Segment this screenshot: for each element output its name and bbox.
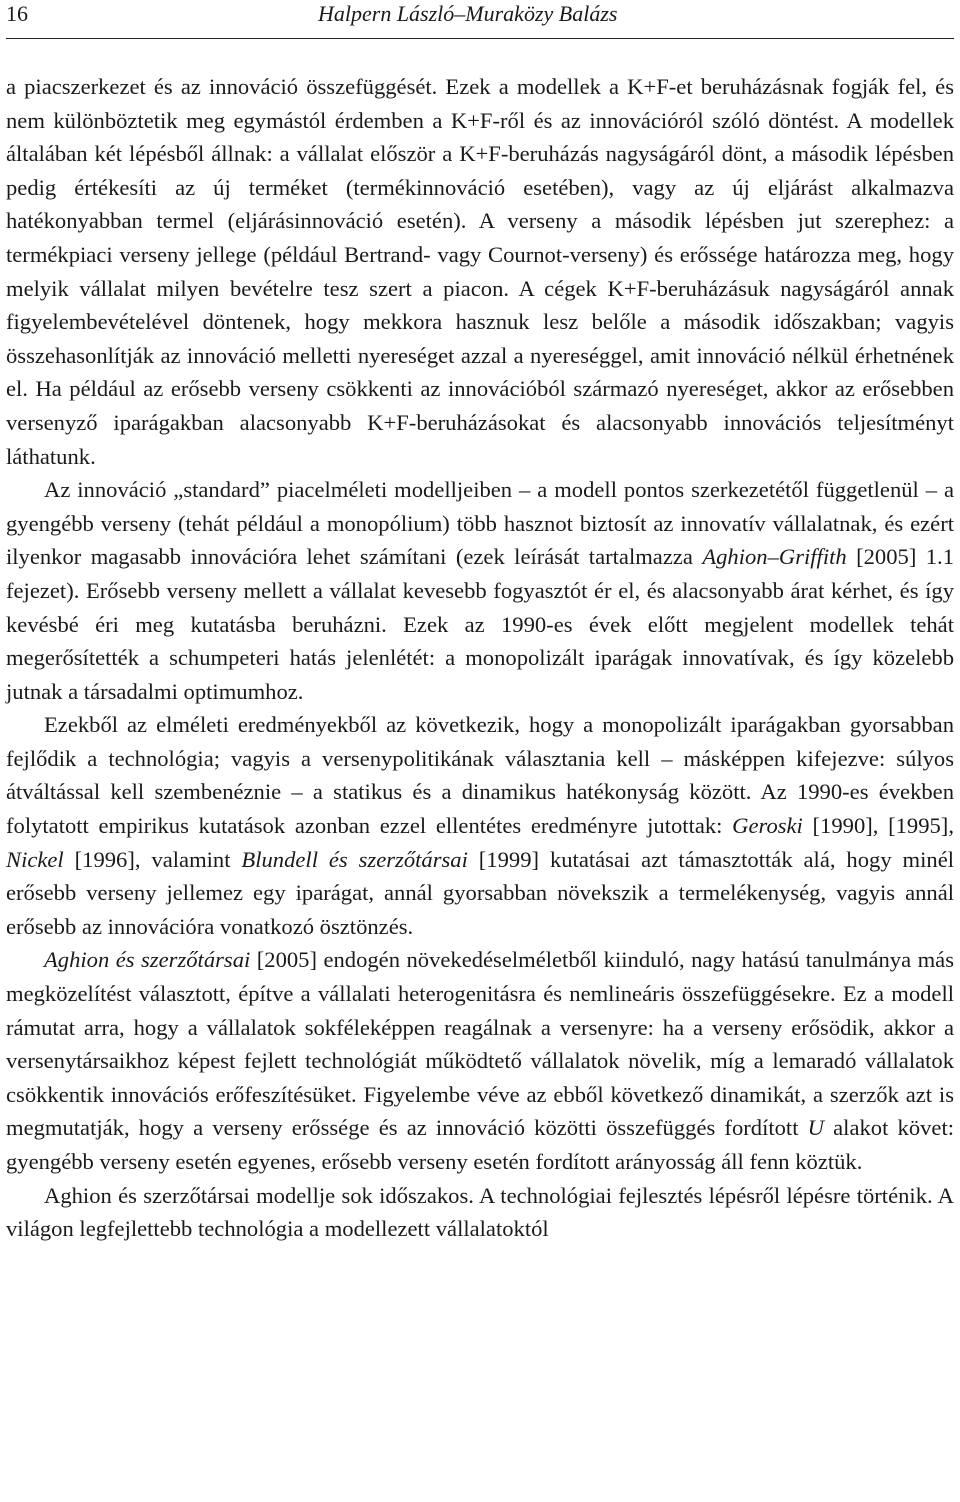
- paragraph-p4: [6, 943, 954, 1178]
- italic-citation: Nickel: [6, 846, 64, 872]
- body-text: [6, 70, 954, 1246]
- italic-citation: Geroski: [732, 813, 803, 839]
- italic-citation: U: [807, 1115, 824, 1141]
- text-run: a piacszerkezet és az innováció összefüggését. Ezek a modellek a K+F-et beruházásnak fogják fel, és nem különböztetik meg egymástól érdemben a K+F-ről és az innovációról szóló döntést. A modellek általában két lépésből állnak: a vállalat először a K+F-beruházás nagyságáról dönt, a második lépésben pedig értékesíti az új terméket (termékinnováció esetében), vagy az új eljárást alkalmazva hatékonyabban termel (eljárásinnováció esetén). A verseny a második lépésben jut szerephez: a termékpiaci verseny jellege (például Bertrand- vagy Cournot-verseny) és erőssége határozza meg, hogy melyik vállalat milyen bevételre tesz szert a piacon. A cégek K+F-beruházásuk nagyságáról annak figyelembevételével döntenek, hogy mekkora hasznuk lesz belőle a második időszakban; vagyis összehasonlítják az innováció melletti nyereséget azzal a nyereséggel, amit innováció nélkül érhetnének el. Ha például az erősebb verseny csökkenti az innovációból származó nyereséget, akkor az erősebben versenyző iparágakban alacsonyabb K+F-beruházásokat és alacsonyabb innovációs teljesítményt láthatunk.: [6, 74, 954, 469]
- paragraph-p3: [6, 708, 954, 943]
- paragraph-p2: [6, 473, 954, 708]
- running-header: [6, 0, 954, 39]
- text-run: [1990], [1995],: [802, 813, 954, 839]
- text-run: [1996], valamint: [63, 846, 242, 872]
- paragraph-p1: [6, 70, 954, 473]
- text-run: Az innováció „standard” piacelméleti modelljeiben – a modell pontos szerkezetétől függetlenül – a gyengébb verseny (tehát például a monopólium) több hasznot biztosít az innovatív vállalatnak, és ezért ilyenkor magasabb innovációra lehet számítani (ezek leírását tartalmazza: [6, 477, 954, 570]
- page-number: 16: [6, 1, 28, 26]
- text-run: [2005] 1.1 fejezet). Erősebb verseny mellett a vállalat kevesebb fogyasztót ér el, és alacsonyabb árat kérhet, és így kevésbé éri meg kutatásba beruházni. Ezek az 1990-es évek előtt megjelent modellek tehát megerősítették a schumpeteri hatás jelenlétét: a monopolizált iparágak innovatívak, és így közelebb jutnak a társadalmi optimumhoz.: [6, 544, 954, 704]
- running-title: Halpern László–Muraközy Balázs: [318, 1, 618, 26]
- italic-citation: Aghion és szerzőtársai: [44, 947, 251, 973]
- text-run: Ezekből az elméleti eredményekből az következik, hogy a monopolizált iparágakban gyorsabban fejlődik a technológia; vagyis a versenypolitikának választania kell – másképpen kifejezve: súlyos átváltással kell szembenéznie – a statikus és a dinamikus hatékonyság között. Az 1990-es években folytatott empirikus kutatások azonban ezzel ellentétes eredményre jutottak:: [6, 712, 954, 839]
- text-run: Aghion és szerzőtársai modellje sok időszakos. A technológiai fejlesztés lépésről lépésre történik. A világon legfejlettebb technológia a modellezett vállalatoktól: [6, 1182, 954, 1242]
- text-run: [2005] endogén növekedéselméletből kiinduló, nagy hatású tanulmánya más megközelítést választott, építve a vállalati heterogenitásra és nemlineáris összefüggésekre. Ez a modell rámutat arra, hogy a vállalatok sokféleképpen reagálnak a versenyre: ha a verseny erősödik, akkor a versenytársaikhoz képest fejlett technológiát működtető vállalatok növelik, míg a lemaradó vállalatok csökkentik innovációs erőfeszítésüket. Figyelembe véve az ebből következő dinamikát, a szerzők azt is megmutatják, hogy a verseny erőssége és az innováció közötti összefüggés fordított: [6, 947, 954, 1141]
- text-run: alakot követ: gyengébb verseny esetén egyenes, erősebb verseny esetén fordított arányosság áll fenn köztük.: [6, 1115, 954, 1174]
- italic-citation: Aghion–Griffith: [702, 544, 847, 570]
- italic-citation: Blundell és szerzőtársai: [241, 846, 468, 872]
- text-run: [1999] kutatásai azt támasztották alá, hogy minél erősebb verseny jellemez egy iparágat, annál gyorsabban növekszik a termelékenység, vagyis annál erősebb az innovációra vonatkozó ösztönzés.: [6, 846, 954, 939]
- paragraph-p5: [6, 1179, 954, 1246]
